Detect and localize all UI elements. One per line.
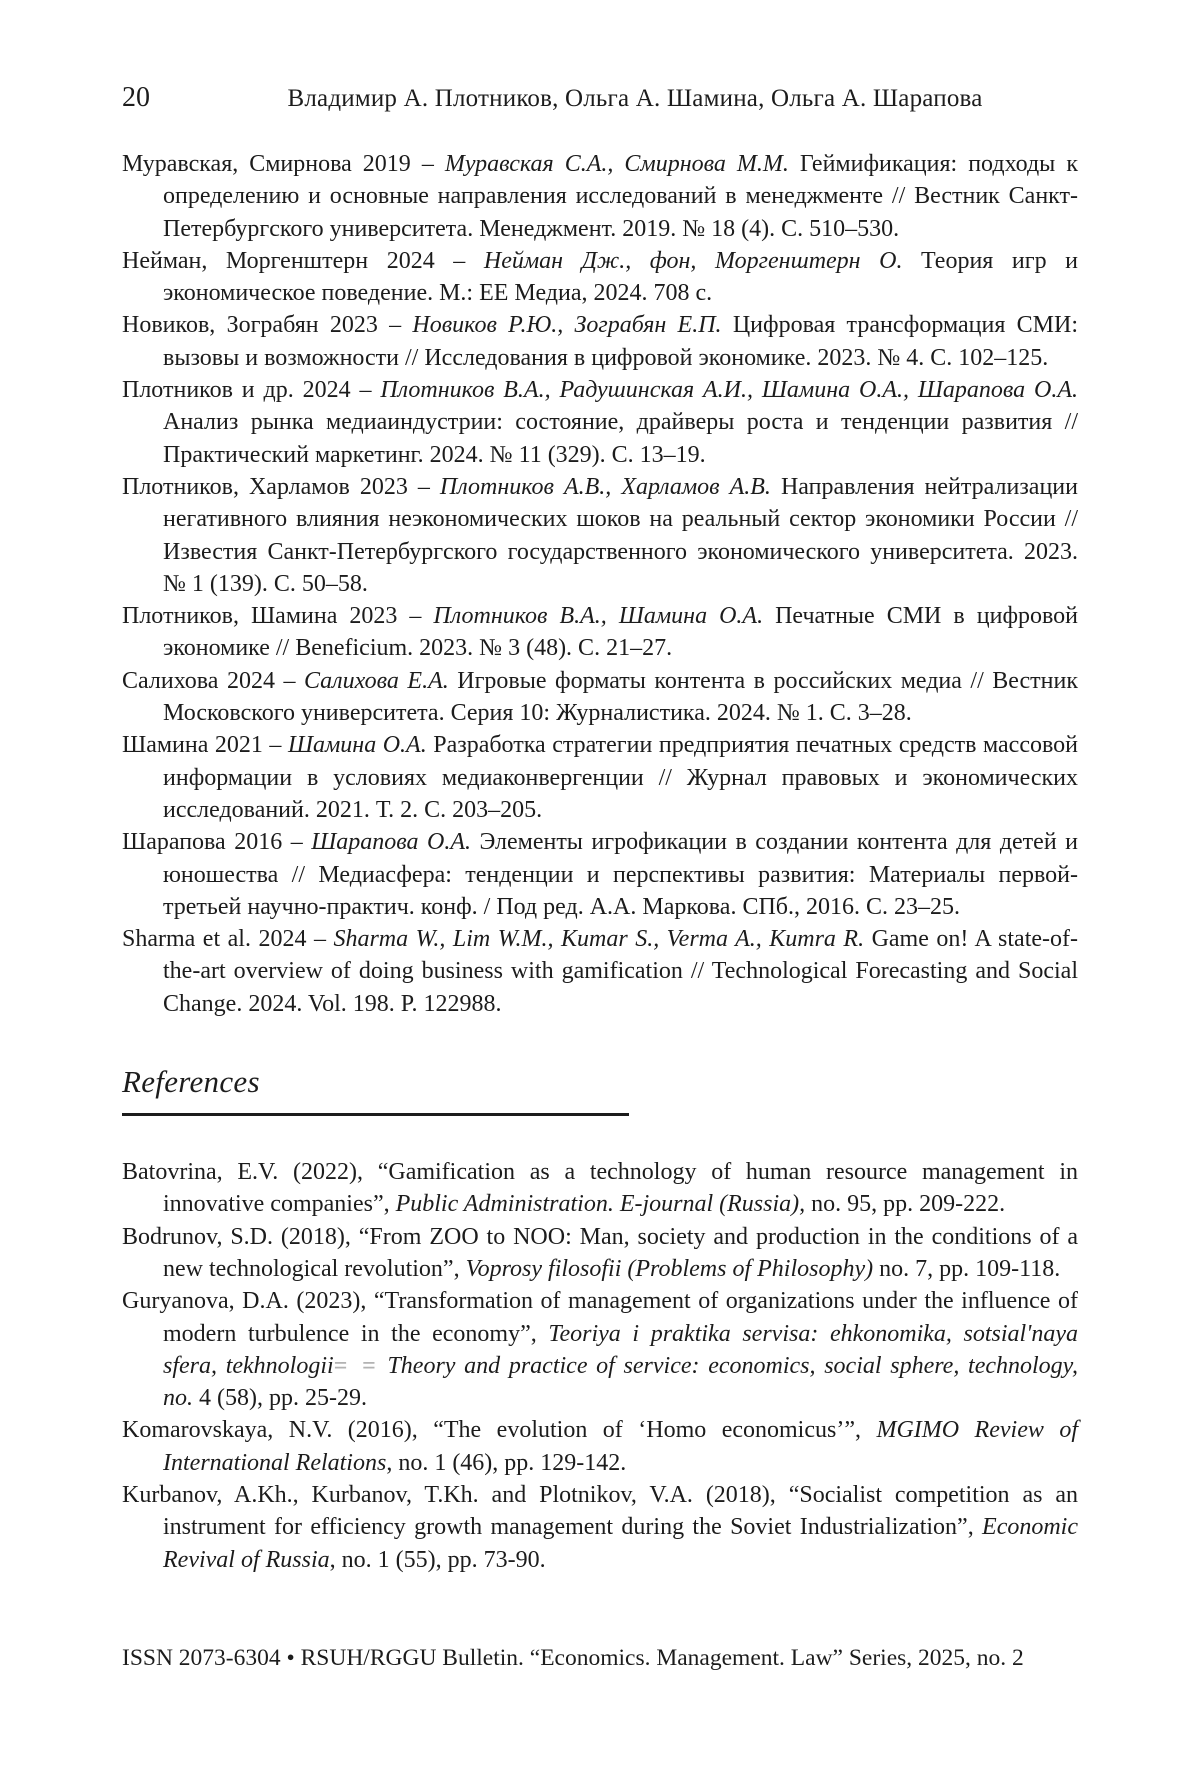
- reference-authors-italic: Шамина О.А.: [287, 732, 427, 759]
- reference-text: Печатные СМИ в цифровой экономике // Beneficium. 2023. № 3 (48). С. 21–27.: [163, 603, 1078, 662]
- reference-entry: [122, 1221, 1078, 1286]
- reference-text: Разработка стратегии предприятия печатных средств массовой информации в условиях медиаконвергенции // Журнал правовых и экономических исследований. 2021. Т. 2. С. 203–205.: [163, 732, 1078, 823]
- reference-text: Sharma et al. 2024 –: [122, 926, 334, 953]
- reference-text: Направления нейтрализации негативного влияния неэкономических шоков на реальный сектор экономики России // Известия Санкт-Петербургского государственного экономического университета. 2023. № 1 (139). С. 50–58.: [163, 473, 1078, 597]
- reference-authors-italic: Плотников А.В., Харламов А.В.: [439, 473, 771, 500]
- russian-references-list: [122, 148, 1078, 1020]
- reference-entry: [122, 1285, 1078, 1414]
- reference-text: Batovrina, E.V. (2022), “Gamification as a technology of human resource management in innovative companies”,: [122, 1159, 1078, 1218]
- reference-text: , no. 1 (46), pp. 129-142.: [386, 1449, 627, 1476]
- page-header: [122, 82, 1078, 114]
- reference-authors-italic: Плотников В.А., Шамина О.А.: [433, 603, 764, 630]
- reference-text: Шамина 2021 –: [122, 732, 288, 759]
- journal-footer: [122, 1645, 1078, 1672]
- reference-entry: [122, 1414, 1078, 1479]
- reference-entry: [122, 600, 1078, 665]
- reference-text: Муравская, Смирнова 2019 –: [122, 151, 445, 177]
- reference-entry: [122, 923, 1078, 1020]
- reference-text: Шарапова 2016 –: [122, 829, 312, 856]
- reference-text: Плотников, Харламов 2023 –: [122, 473, 440, 500]
- reference-text: 4 (58), pp. 25-29.: [193, 1385, 367, 1412]
- reference-entry: [122, 1156, 1078, 1221]
- page-number: 20: [122, 82, 150, 113]
- reference-authors-italic: Voprosy filosofii (Problems of Philosophy): [465, 1255, 874, 1282]
- reference-authors-italic: Нейман Дж., фон, Моргенштерн О.: [483, 247, 903, 274]
- reference-authors-italic: Муравская С.А., Смирнова М.М.: [444, 151, 789, 177]
- reference-text: Цифровая трансформация СМИ: вызовы и возможности // Исследования в цифровой экономике. 2023. № 4. С. 102–125.: [163, 312, 1078, 371]
- running-title: Владимир А. Плотников, Ольга А. Шамина, Ольга А. Шарапова: [287, 85, 983, 112]
- reference-text: Плотников, Шамина 2023 –: [122, 603, 434, 630]
- references-heading: References: [122, 1064, 260, 1100]
- reference-authors-italic: Шарапова О.А.: [311, 829, 471, 856]
- equals-separator: = =: [333, 1352, 379, 1379]
- reference-text: no. 7, pp. 109-118.: [873, 1255, 1061, 1282]
- reference-text: Guryanova, D.A. (2023), “Transformation of management of organizations under the influence of modern turbulence in the economy”,: [122, 1288, 1078, 1347]
- reference-entry: [122, 471, 1078, 600]
- reference-text: Салихова 2024 –: [122, 667, 304, 694]
- reference-text: Элементы игрофикации в создании контента для детей и юношества // Медиасфера: тенденции и перспективы развития: Материалы первой-третьей научно-практич. конф. / Под ред. А.А. Маркова. СПб., 2016. С. 23–25.: [163, 829, 1079, 920]
- reference-text: Kurbanov, A.Kh., Kurbanov, T.Kh. and Plotnikov, V.A. (2018), “Socialist competition as an instrument for efficiency growth management during the Soviet Industrialization”,: [122, 1481, 1078, 1541]
- english-references-list: [122, 1156, 1078, 1576]
- reference-text: Game on! A state-of-the-art overview of doing business with gamification // Technological Forecasting and Social Change. 2024. Vol. 198. P. 122988.: [163, 926, 1079, 1017]
- reference-text: Игровые форматы контента в российских медиа // Вестник Московского университета. Серия 10: Журналистика. 2024. № 1. С. 3–28.: [163, 667, 1079, 727]
- reference-text: Нейман, Моргенштерн 2024 –: [122, 247, 484, 274]
- reference-entry: [122, 374, 1078, 471]
- reference-text: Плотников и др. 2024 –: [122, 377, 381, 404]
- reference-authors-italic: Салихова Е.А.: [303, 667, 449, 694]
- reference-entry: [122, 729, 1078, 826]
- reference-text: Анализ рынка медиаиндустрии: состояние, драйверы роста и тенденции развития // Практический маркетинг. 2024. № 11 (329). С. 13–19.: [163, 409, 1078, 468]
- reference-authors-italic: Teoriya i praktika servisa: ehkonomika, sotsial'naya sfera, tekhnologii: [163, 1320, 1078, 1379]
- reference-text: Геймификация: подходы к определению и основные направления исследований в менеджменте // Вестник Санкт-Петербургского университета. Менеджмент. 2019. № 18 (4). С. 510–530.: [163, 151, 1078, 242]
- reference-text: Bodrunov, S.D. (2018), “From ZOO to NOO: Man, society and production in the conditions of a new technological revolution”,: [122, 1223, 1078, 1282]
- reference-text: , no. 1 (55), pp. 73-90.: [329, 1546, 546, 1573]
- reference-authors-italic: Плотников В.А., Радушинская А.И., Шамина О.А., Шарапова О.А.: [380, 377, 1079, 404]
- reference-entry: [122, 665, 1078, 730]
- reference-entry: [122, 826, 1078, 923]
- reference-text: Новиков, Зограбян 2023 –: [122, 312, 413, 339]
- reference-entry: [122, 245, 1078, 310]
- reference-entry: [122, 1479, 1078, 1576]
- reference-text: Komarovskaya, N.V. (2016), “The evolution of ‘Homo economicus’”,: [122, 1417, 877, 1444]
- reference-text: Теория игр и экономическое поведение. М.: ЕЕ Медиа, 2024. 708 с.: [163, 247, 1079, 307]
- reference-authors-italic: Theory and practice of service: economics, social sphere, technology, no.: [163, 1352, 1078, 1412]
- reference-entry: [122, 148, 1078, 245]
- reference-authors-italic: Economic Revival of Russia: [163, 1514, 1078, 1573]
- issn-line: ISSN 2073-6304 • RSUH/RGGU Bulletin. “Economics. Management. Law” Series, 2025, no. 2: [122, 1645, 1024, 1671]
- reference-authors-italic: Новиков Р.Ю., Зограбян Е.П.: [412, 312, 722, 339]
- reference-authors-italic: Public Administration. E-journal (Russia),: [395, 1191, 806, 1218]
- reference-authors-italic: Sharma W., Lim W.M., Kumar S., Verma A., Kumra R.: [333, 926, 865, 953]
- reference-authors-italic: MGIMO Review of International Relations: [163, 1417, 1078, 1476]
- reference-text: no. 95, pp. 209-222.: [805, 1191, 1006, 1218]
- reference-entry: [122, 309, 1078, 374]
- references-heading-rule: [122, 1113, 629, 1116]
